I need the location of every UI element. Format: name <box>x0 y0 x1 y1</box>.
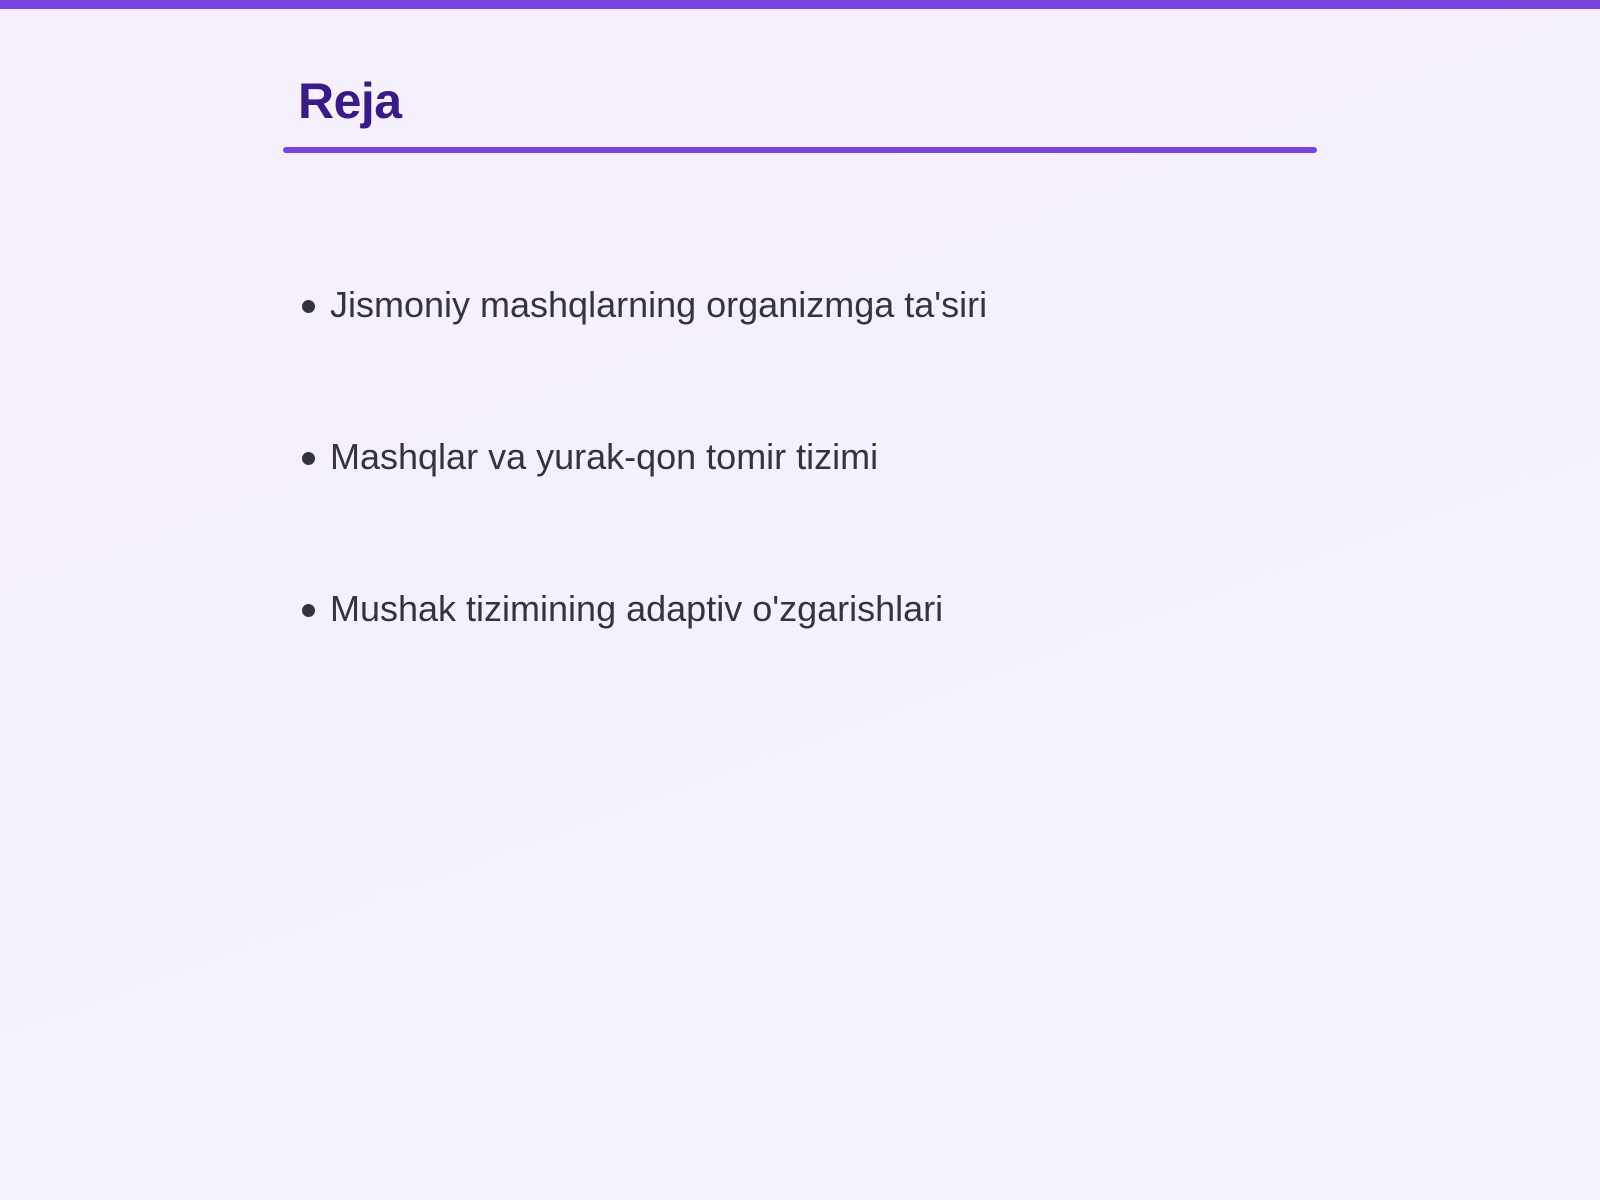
list-item-text: Mushak tizimining adaptiv o'zgarishlari <box>330 588 944 629</box>
bullet-icon <box>302 604 315 617</box>
bullet-icon <box>302 452 315 465</box>
list-item-text: Mashqlar va yurak-qon tomir tizimi <box>330 436 879 477</box>
bullet-icon <box>302 300 315 313</box>
list-item-text: Jismoniy mashqlarning organizmga ta'siri <box>330 284 988 325</box>
slide-title: Reja <box>298 73 402 129</box>
title-underline <box>283 147 1317 153</box>
top-accent-bar <box>0 0 1600 9</box>
